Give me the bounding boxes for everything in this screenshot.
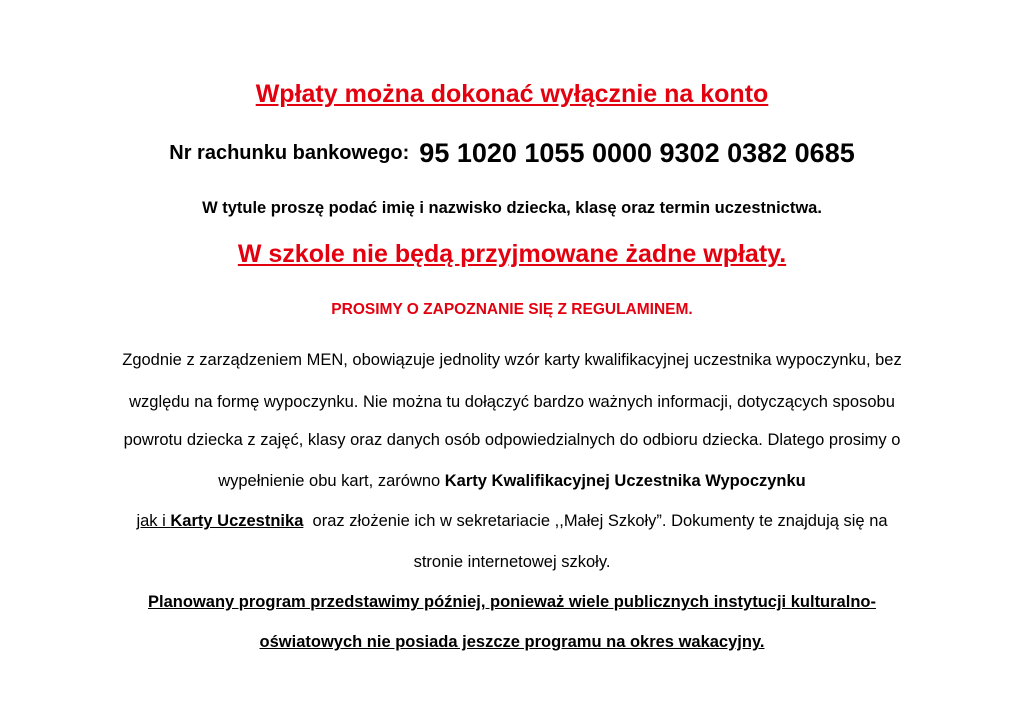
- payment-heading: Wpłaty można dokonać wyłącznie na konto: [255, 80, 769, 108]
- no-payments-at-school-heading: W szkole nie będą przyjmowane żadne wpłaty.: [237, 240, 787, 268]
- info-paragraph-line: [0, 472, 1024, 491]
- info-paragraph-line: względu na formę wypoczynku. Nie można tu dołączyć bardzo ważnych informacji, dotyczących sposobu: [129, 393, 895, 411]
- info-paragraph-text: wypełnienie obu kart, zarówno: [218, 472, 445, 490]
- program-notice-line: oświatowych nie posiada jeszcze programu na okres wakacyjny.: [259, 633, 765, 651]
- regulations-notice: PROSIMY O ZAPOZNANIE SIĘ Z REGULAMINEM.: [331, 301, 693, 318]
- qualification-card-name: Karty Kwalifikacyjnej Uczestnika Wypoczynku: [444, 472, 806, 490]
- info-paragraph-text: oraz złożenie ich w sekretariacie ,,Małej Szkoły”. Dokumenty te znajdują się na: [303, 512, 888, 530]
- transfer-title-instruction: W tytule proszę podać imię i nazwisko dziecka, klasę oraz termin uczestnictwa.: [202, 199, 822, 217]
- info-paragraph-line: powrotu dziecka z zajęć, klasy oraz danych osób odpowiedzialnych do odbioru dziecka. Dlatego prosimy o: [123, 431, 901, 449]
- program-notice-line: Planowany program przedstawimy później, ponieważ wiele publicznych instytucji kulturalno-: [148, 593, 876, 611]
- info-paragraph-line: stronie internetowej szkoły.: [413, 553, 611, 571]
- info-paragraph-line: Zgodnie z zarządzeniem MEN, obowiązuje jednolity wzór karty kwalifikacyjnej uczestnika wypoczynku, bez: [122, 351, 902, 369]
- bank-account-line: [0, 138, 1024, 169]
- bank-account-number: 95 1020 1055 0000 9302 0382 0685: [419, 138, 855, 168]
- info-paragraph-text: jak i: [136, 512, 171, 530]
- participant-card-link[interactable]: Karty Uczestnika: [170, 512, 304, 530]
- info-paragraph-line: [0, 512, 1024, 531]
- bank-account-label: Nr rachunku bankowego:: [169, 142, 410, 164]
